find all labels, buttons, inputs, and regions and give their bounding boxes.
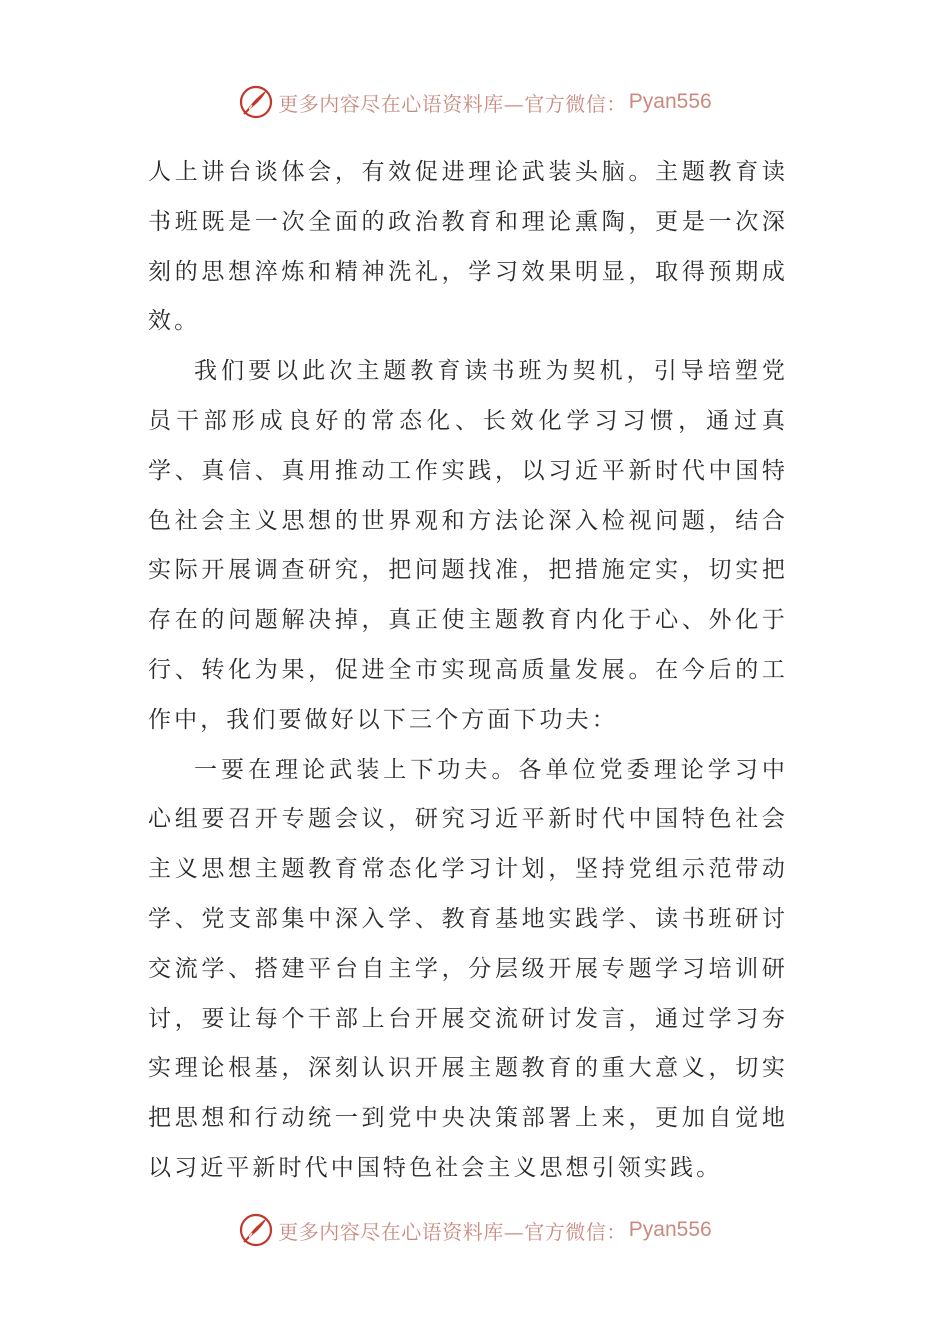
header-watermark [0,82,950,122]
document-body [148,148,788,1194]
paragraph-theory-armament: 一要在理论武装上下功夫。各单位党委理论学习中心组要召开专题会议，研究习近平新时代中国特色社会主义思想主题教育常态化学习计划，坚持党组示范带动学、党支部集中深入学、教育基地实践学、读书班研讨交流学、搭建平台自主学，分层级开展专题学习培训研讨，要让每个干部上台开展交流研讨发言，通过学习夯实理论根基，深刻认识开展主题教育的重大意义，切实把思想和行动统一到党中央决策部署上来，更加自觉地以习近平新时代中国特色社会主义思想引领实践。 [148,756,788,1181]
footer-watermark [0,1210,950,1250]
watermark-brand: Pyan556 [628,1218,712,1241]
watermark-text: 更多内容尽在心语资料库—官方微信： [278,91,627,116]
watermark-text: 更多内容尽在心语资料库—官方微信： [278,1219,627,1244]
paragraph-continuation: 人上讲台谈体会，有效促进理论武装头脑。主题教育读书班既是一次全面的政治教育和理论熏陶，更是一次深刻的思想淬炼和精神洗礼，学习效果明显，取得预期成效。 [148,159,788,335]
quill-pen-logo-icon [238,84,274,120]
paragraph-opportunity: 我们要以此次主题教育读书班为契机，引导培塑党员干部形成良好的常态化、长效化学习习惯，通过真学、真信、真用推动工作实践，以习近平新时代中国特色社会主义思想的世界观和方法论深入检视问题，结合实际开展调查研究，把问题找准，把措施定实，切实把存在的问题解决掉，真正使主题教育内化于心、外化于行、转化为果，促进全市实现高质量发展。在今后的工作中，我们要做好以下三个方面下功夫： [148,358,788,733]
watermark-brand: Pyan556 [628,90,712,113]
quill-pen-logo-icon [238,1212,274,1248]
